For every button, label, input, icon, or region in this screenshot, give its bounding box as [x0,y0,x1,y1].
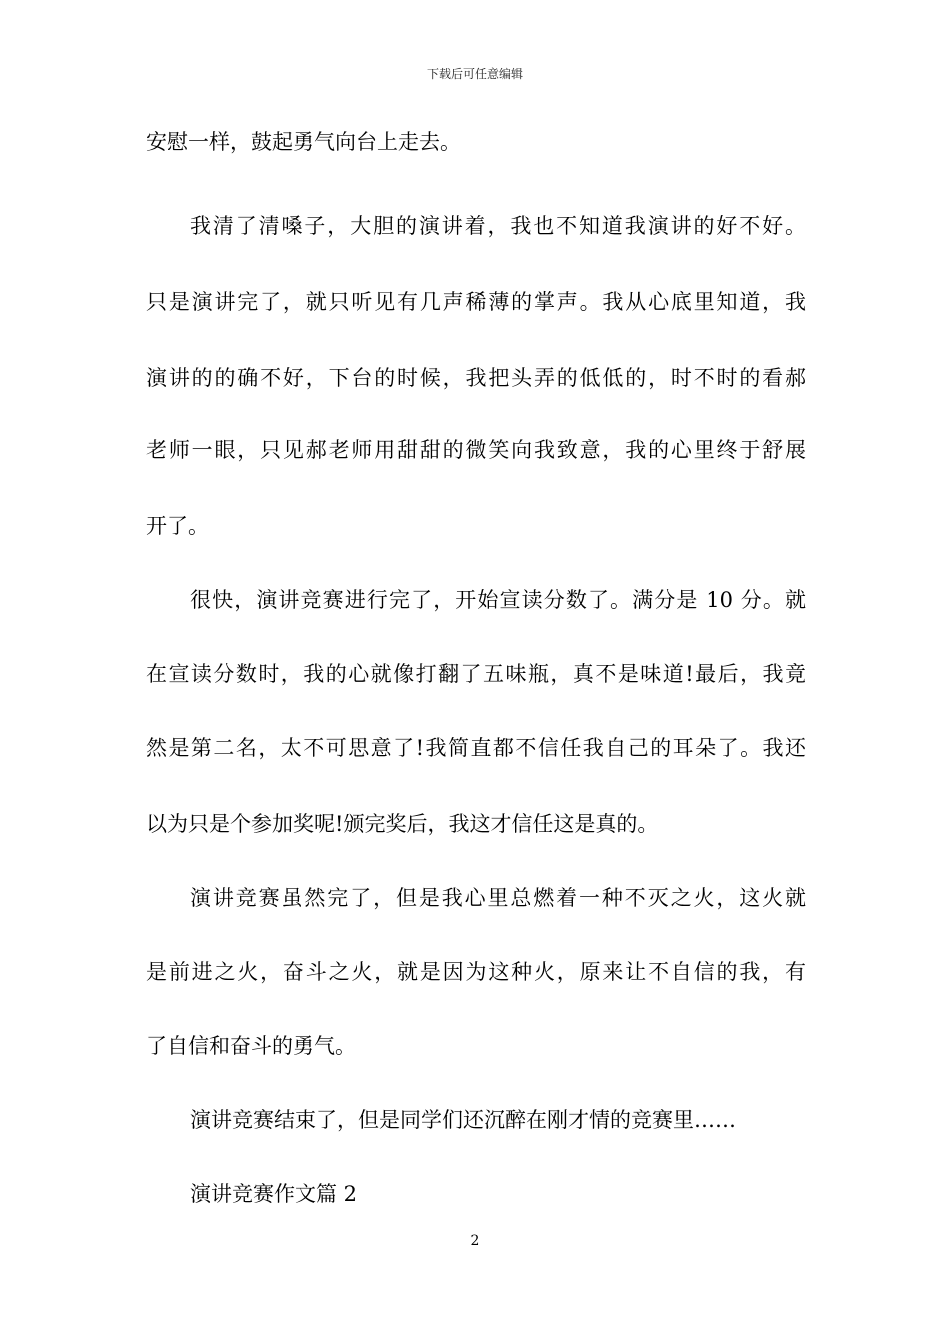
paragraph-line: 是前进之火，奋斗之火，就是因为这种火，原来让不自信的我，有 [146,960,806,984]
paragraph-line: 演讲竞赛结束了，但是同学们还沉醉在刚才情的竞赛里…… [190,1108,736,1132]
paragraph-line: 安慰一样，鼓起勇气向台上走去。 [146,130,461,154]
paragraph-line: 开了。 [146,514,209,538]
paragraph-line: 我清了清嗓子，大胆的演讲着，我也不知道我演讲的好不好。 [190,214,806,238]
paragraph-line: 演讲竞赛虽然完了，但是我心里总燃着一种不灭之火，这火就 [190,886,806,910]
paragraph-line: 只是演讲完了，就只听见有几声稀薄的掌声。我从心底里知道，我 [146,290,806,314]
paragraph-line: 了自信和奋斗的勇气。 [146,1034,356,1058]
paragraph-line: 演讲的的确不好，下台的时候，我把头弄的低低的，时不时的看郝 [146,366,806,390]
page-number: 2 [470,1233,480,1249]
section-title: 演讲竞赛作文篇 2 [190,1182,358,1206]
paragraph-line: 以为只是个参加奖呢!颁完奖后，我这才信任这是真的。 [146,812,659,836]
page-header: 下载后可任意编辑 [426,67,523,81]
paragraph-line: 老师一眼，只见郝老师用甜甜的微笑向我致意，我的心里终于舒展 [146,438,806,462]
paragraph-line: 很快，演讲竞赛进行完了，开始宣读分数了。满分是 10 分。就 [190,588,806,612]
paragraph-line: 然是第二名，太不可思意了!我简直都不信任我自己的耳朵了。我还 [146,736,806,760]
paragraph-line: 在宣读分数时，我的心就像打翻了五味瓶，真不是味道!最后，我竟 [146,662,806,686]
